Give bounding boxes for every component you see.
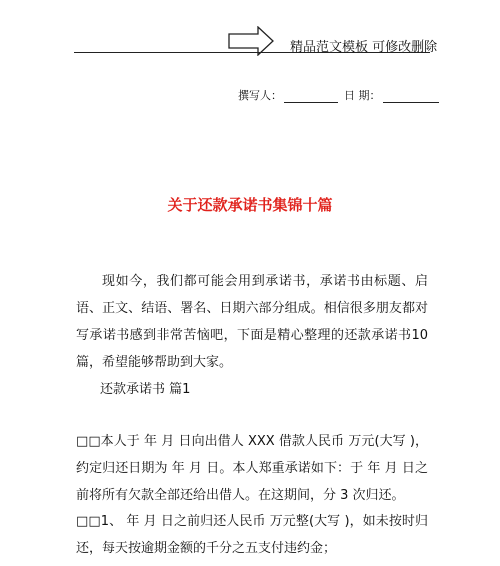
writer-date-line — [238, 87, 441, 103]
date-blank[interactable] — [383, 90, 439, 103]
document-title: 关于还款承诺书集锦十篇 — [167, 196, 333, 214]
date-label: 日 期： — [344, 89, 381, 102]
cut-off-text-line — [76, 560, 428, 566]
section-title: 还款承诺书 篇1 — [100, 382, 191, 397]
header-divider — [74, 52, 430, 53]
intro-paragraph: 现如今，我们都可能会用到承诺书，承诺书由标题、启语、正文、结语、署名、日期六部分组成。相信很多朋友都对写承诺书感到非常苦恼吧，下面是精心整理的还款承诺书10篇，希望能够帮助到大家。 — [76, 274, 428, 370]
body-paragraph-1: □□本人于 年 月 日向出借人 XXX 借款人民币 万元(大写 )，约定归还日期为 年 月 日。本人郑重承诺如下：于 年 月 日之前将所有欠款全部还给出借人。在这期间，分 3 次归还。 — [76, 434, 428, 503]
header-tagline: 精品范文模板 可修改删除 — [290, 40, 438, 55]
writer-blank[interactable] — [284, 90, 338, 103]
body-paragraph-2: □□1、 年 月 日之前归还人民币 万元整(大写 )，如未按时归还，每天按逾期金额的千分之五支付违约金； — [76, 514, 428, 556]
writer-label: 撰写人： — [238, 89, 282, 102]
